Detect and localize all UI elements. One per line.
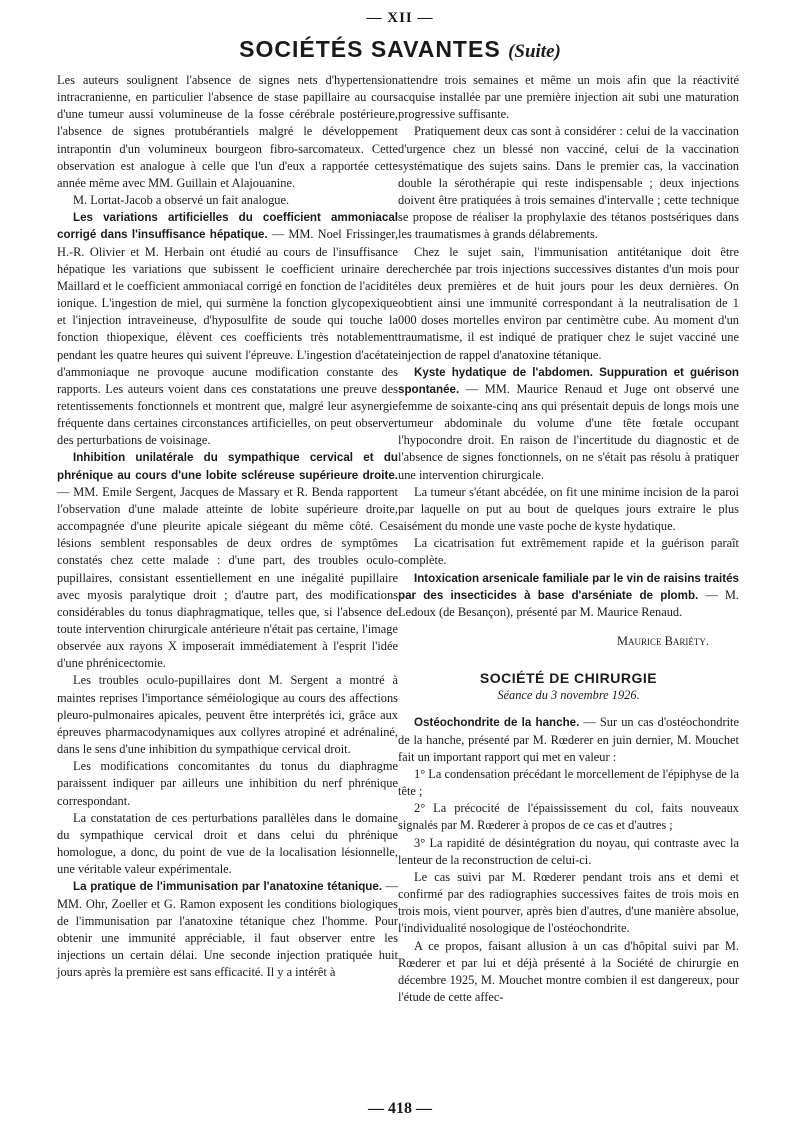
article-heading: Ostéochondrite de la hanche. bbox=[414, 716, 580, 730]
paragraph bbox=[57, 449, 398, 672]
paragraph: Les troubles oculo-pupillaires dont M. Sergent a montré à maintes reprises l'importance séméiologique au cours des affections pleuro-pulmonaires apicales, peuvent être interprétés ici, grâce aux épreuves pharmacodynamiques aux collyres atropiné et adrénaliné, dans le sens d'une inhibition du sympathique cervical droit. bbox=[57, 673, 398, 757]
paragraph: Pratiquement deux cas sont à considérer : celui de la vaccination d'urgence chez un blessé non vacciné, celui de la vaccination systématique des sujets sains. Dans le premier cas, la vaccination double la sérothérapie qui reste indispensable ; deux injections doivent être pratiquées à trois semaines d'intervalle ; cette technique se propose de réaliser la prophylaxie des tétanos postsériques dans les traumatismes à grands délabrements. bbox=[398, 124, 739, 242]
section-title: SOCIÉTÉ DE CHIRURGIE bbox=[479, 670, 658, 687]
right-column bbox=[398, 72, 739, 1006]
paragraph: Chez le sujet sain, l'immunisation antitétanique doit être recherchée par trois injections successives distantes d'un mois pour les deux premières et de huit jours pour les deux dernières. On obtient ainsi une immunité correspondant à la neutralisation de 1 000 doses mortelles environ par centimètre cube. Au moment d'un traumatisme, il est indiqué de pratiquer chez le sujet vacciné une injection de rappel d'anatoxine tétanique. bbox=[398, 244, 739, 362]
paragraph bbox=[398, 570, 739, 621]
bottom-page-number: — 418 — bbox=[368, 1100, 432, 1117]
section-date: Séance du 3 novembre 1926. bbox=[497, 688, 640, 703]
article-body: — Sur un cas d'ostéochondrite de la hanche, présenté par M. Rœderer en juin dernier, M. Mouchet fait un important rapport qui met en valeur : bbox=[398, 715, 739, 764]
left-column bbox=[57, 72, 398, 981]
paragraph: La tumeur s'étant abcédée, on fit une minime incision de la paroi par laquelle on put au bout de quelques jours extraire le plus aisément du monde une vaste poche de kyste hydatique. bbox=[398, 484, 739, 534]
paragraph: attendre trois semaines et même un mois afin que la réactivité acquise installée par une première injection ait subi une maturation progressive suffisante. bbox=[398, 73, 739, 122]
paragraph bbox=[398, 364, 739, 484]
article-heading: Intoxication arsenicale familiale par le vin de raisins traités par des insecticides à base d'arséniate de plomb. bbox=[398, 571, 739, 602]
list-item: 1° La condensation précédant le morcellement de l'épiphyse de la tête ; bbox=[398, 766, 739, 799]
page-title bbox=[0, 36, 800, 63]
paragraph: La constatation de ces perturbations parallèles dans le domaine du sympathique cervical droit et dans celui du phrénique homologue, a donc, du point de vue de la localisation lésionnelle, une véritable valeur expérimentale. bbox=[57, 810, 398, 877]
paragraph: Le cas suivi par M. Rœderer pendant trois ans et demi et confirmé par des radiographies successives faites de trois mois en trois mois, vient pourver, après bien d'autres, d'une manière absolue, l'individualité nosologique de l'ostéochondrite. bbox=[398, 869, 739, 936]
paragraph bbox=[57, 878, 398, 981]
author-signature: Maurice Bariéty. bbox=[617, 634, 709, 648]
page-title-suffix: (Suite) bbox=[508, 41, 561, 62]
article-body: — MM. Noel Frissinger, H.-R. Olivier et M. Herbain ont étudié au cours de l'insuffisance hépatique les variations que subissent le coefficient urinaire de Maillard et le coefficient ammoniacal corrigé en fonction de l'acidité ionique. L'ingestion de miel, qui surmène la fonction glycopexique et l'injection intraveineuse, d'hyposulfite de soude qui touche la fonction thiopexique, élèvent ces coefficients très notablement pendant les quatre heures qui suivent l'épreuve. L'ingestion d'acétate d'ammoniaque ne provoque aucune modification constante des rapports. Les auteurs voient dans ces constatations une preuve des retentissements fonctionnels et montrent que, malgré leur asynergie fréquente dans certaines circonstances artificielles, on peut observer des perturbations de voisinage. bbox=[57, 227, 398, 448]
paragraph: Les auteurs soulignent l'absence de signes nets d'hypertension intracranienne, en particulier l'absence de stase papillaire au cours d'une tumeur aussi volumineuse de la fosse cérébrale postérieure, l'absence de signes protubérantiels malgré le développement intrapontin d'un volumineux bourgeon fibro-sarcomateux. Cette observation est analogue à celle que l'un d'eux a rapportée cette année même avec MM. Guillain et Alajouanine. bbox=[57, 73, 398, 190]
article-body: — MM. Ohr, Zoeller et G. Ramon exposent les conditions biologiques de l'immunisation par l'anatoxine tétanique chez l'homme. Pour obtenir une immunité appréciable, il faut observer entre les injections un certain délai. Une seconde injection pratiquée huit jours après la première est sans efficacité. Il y a intérêt à bbox=[57, 879, 398, 980]
article-body: — M. Ledoux (de Besançon), présenté par M. Maurice Renaud. bbox=[398, 587, 739, 619]
article-body: — MM. Emile Sergent, Jacques de Massary et R. Benda rapportent l'observation d'une malade atteinte de lobite supérieure droite, accompagnée d'une pleurite apicale siégeant du même côté. Ces lésions semblent responsables de deux ordres de symptômes constatés chez cette malade : d'une part, des troubles oculo-pupillaires, consistant essentiellement en une inégalité pupillaire avec myosis paralytique droit ; d'autre part, des modifications considérables du tonus diaphragmatique, telles que, si l'absence de toute intervention chirurgicale antérieure n'était pas certaine, l'image observée aux rayons X imposerait immédiatement à l'esprit l'idée d'une phrénicectomie. bbox=[57, 484, 398, 671]
top-page-number: — XII — bbox=[366, 10, 434, 26]
article-heading: La pratique de l'immunisation par l'anatoxine tétanique. bbox=[73, 880, 383, 894]
paragraph bbox=[398, 714, 739, 765]
paragraph bbox=[57, 209, 398, 449]
list-item: 2° La précocité de l'épaississement du col, faits nouveaux signalés par M. Rœderer à propos de ce cas et d'autres ; bbox=[398, 801, 739, 833]
paragraph: La cicatrisation fut extrêmement rapide et la guérison paraît complète. bbox=[398, 536, 739, 568]
paragraph: Les modifications concomitantes du tonus du diaphragme paraissent indiquer par ailleurs une inhibition du nerf phrénique correspondant. bbox=[57, 759, 398, 808]
article-heading: Les variations artificielles du coefficient ammoniacal corrigé dans l'insuffisance hépatique. bbox=[57, 211, 398, 242]
article-heading: Kyste hydatique de l'abdomen. Suppuration et guérison spontanée. bbox=[398, 365, 739, 396]
paragraph: A ce propos, faisant allusion à un cas d'hôpital suivi par M. Rœderer et par lui et déjà présenté à la Société de chirurgie en décembre 1925, M. Mouchet montre combien il est dangereux, pour l'étude de cette affec- bbox=[398, 938, 739, 1004]
article-heading: Inhibition unilatérale du sympathique cervical et du phrénique au cours d'une lobite scléreuse supérieure droite. bbox=[57, 451, 398, 482]
article-body: — MM. Maurice Renaud et Juge ont observé une femme de soixante-cinq ans qui présentait depuis de longs mois une tumeur abdominale du volume d'une tête fœtale occupant l'hypocondre droit. En raison de l'incertitude du diagnostic et de l'absence de signes fonctionnels, on ne s'était pas résolu à pratiquer une intervention chirurgicale. bbox=[398, 381, 739, 482]
list-item: 3° La rapidité de désintégration du noyau, qui contraste avec la lenteur de la reconstruction de celui-ci. bbox=[398, 835, 739, 867]
page-title-text: SOCIÉTÉS SAVANTES bbox=[239, 36, 501, 62]
paragraph: M. Lortat-Jacob a observé un fait analogue. bbox=[73, 193, 290, 208]
